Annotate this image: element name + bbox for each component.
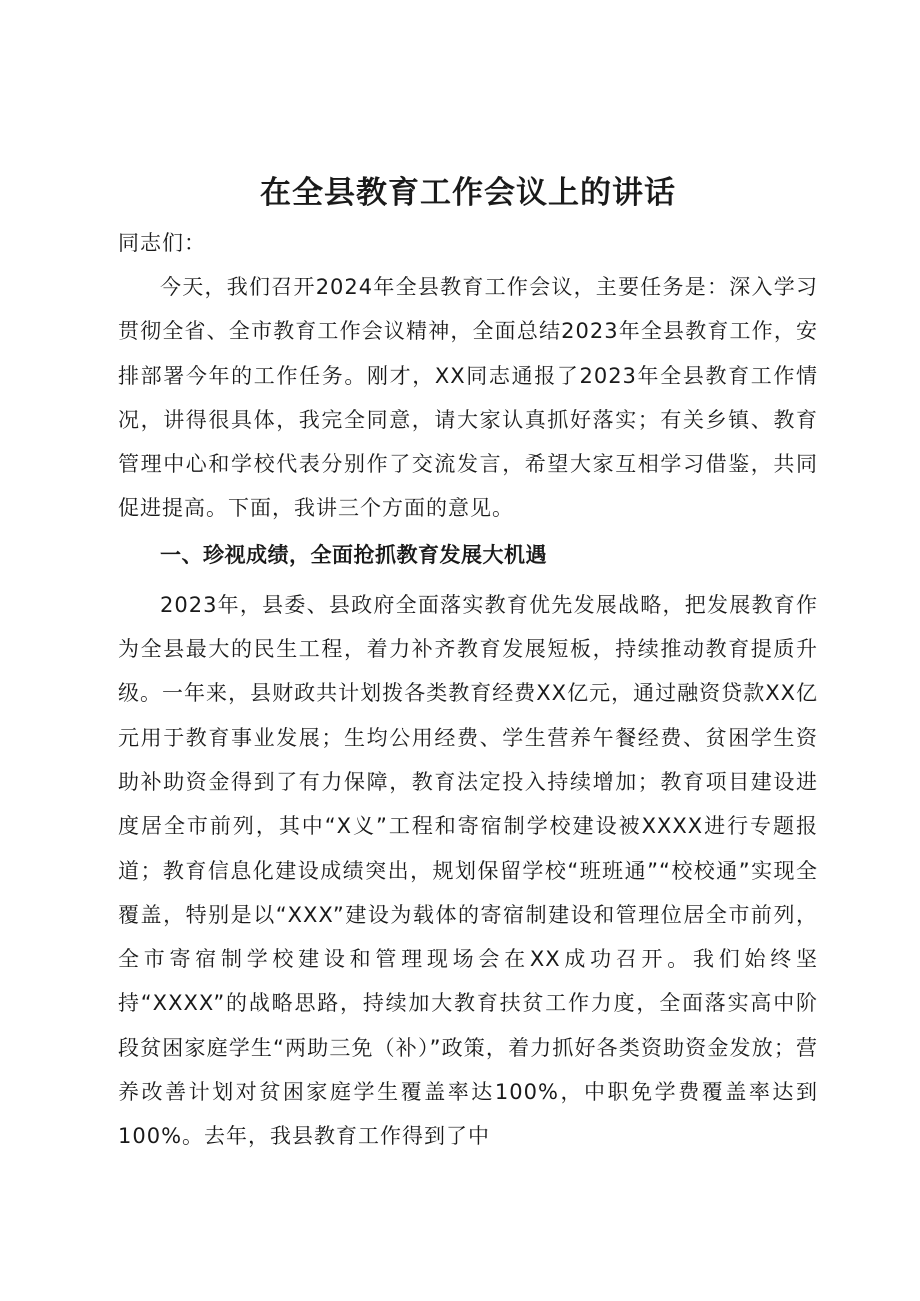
section-1-paragraph: 2023年，县委、县政府全面落实教育优先发展战略，把发展教育作为全县最大的民生工程，着力补齐教育发展短板，持续推动教育提质升级。一年来，县财政共计划拨各类教育经费XX亿元，通过融资贷款XX亿元用于教育事业发展；生均公用经费、学生营养午餐经费、贫困学生资助补助资金得到了有力保障，教育法定投入持续增加；教育项目建设进度居全市前列，其中“X义”工程和寄宿制学校建设被XXXX进行专题报道；教育信息化建设成绩突出，规划保留学校“班班通”“校校通”实现全覆盖，特别是以“XXX”建设为载体的寄宿制建设和管理位居全市前列，全市寄宿制学校建设和管理现场会在XX成功召开。我们始终坚持“XXXX”的战略思路，持续加大教育扶贫工作力度，全面落实高中阶段贫困家庭学生“两助三免（补）”政策，着力抓好各类资助资金发放；营养改善计划对贫困家庭学生覆盖率达100%，中职免学费覆盖率达到100%。去年，我县教育工作得到了中 (118, 592, 819, 1149)
salutation: 同志们： (118, 231, 206, 255)
section-1-heading: 一、珍视成绩，全面抢抓教育发展大机遇 (160, 542, 547, 567)
document-title: 在全县教育工作会议上的讲话 (260, 175, 676, 211)
document-body (118, 168, 818, 1159)
intro-paragraph: 今天，我们召开2024年全县教育工作会议，主要任务是：深入学习贯彻全省、全市教育工作会议精神，全面总结2023年全县教育工作，安排部署今年的工作任务。刚才，XX同志通报了2023年全县教育工作情况，讲得很具体，我完全同意，请大家认真抓好落实；有关乡镇、教育管理中心和学校代表分别作了交流发言，希望大家互相学习借鉴，共同促进提高。下面，我讲三个方面的意见。 (118, 275, 818, 521)
